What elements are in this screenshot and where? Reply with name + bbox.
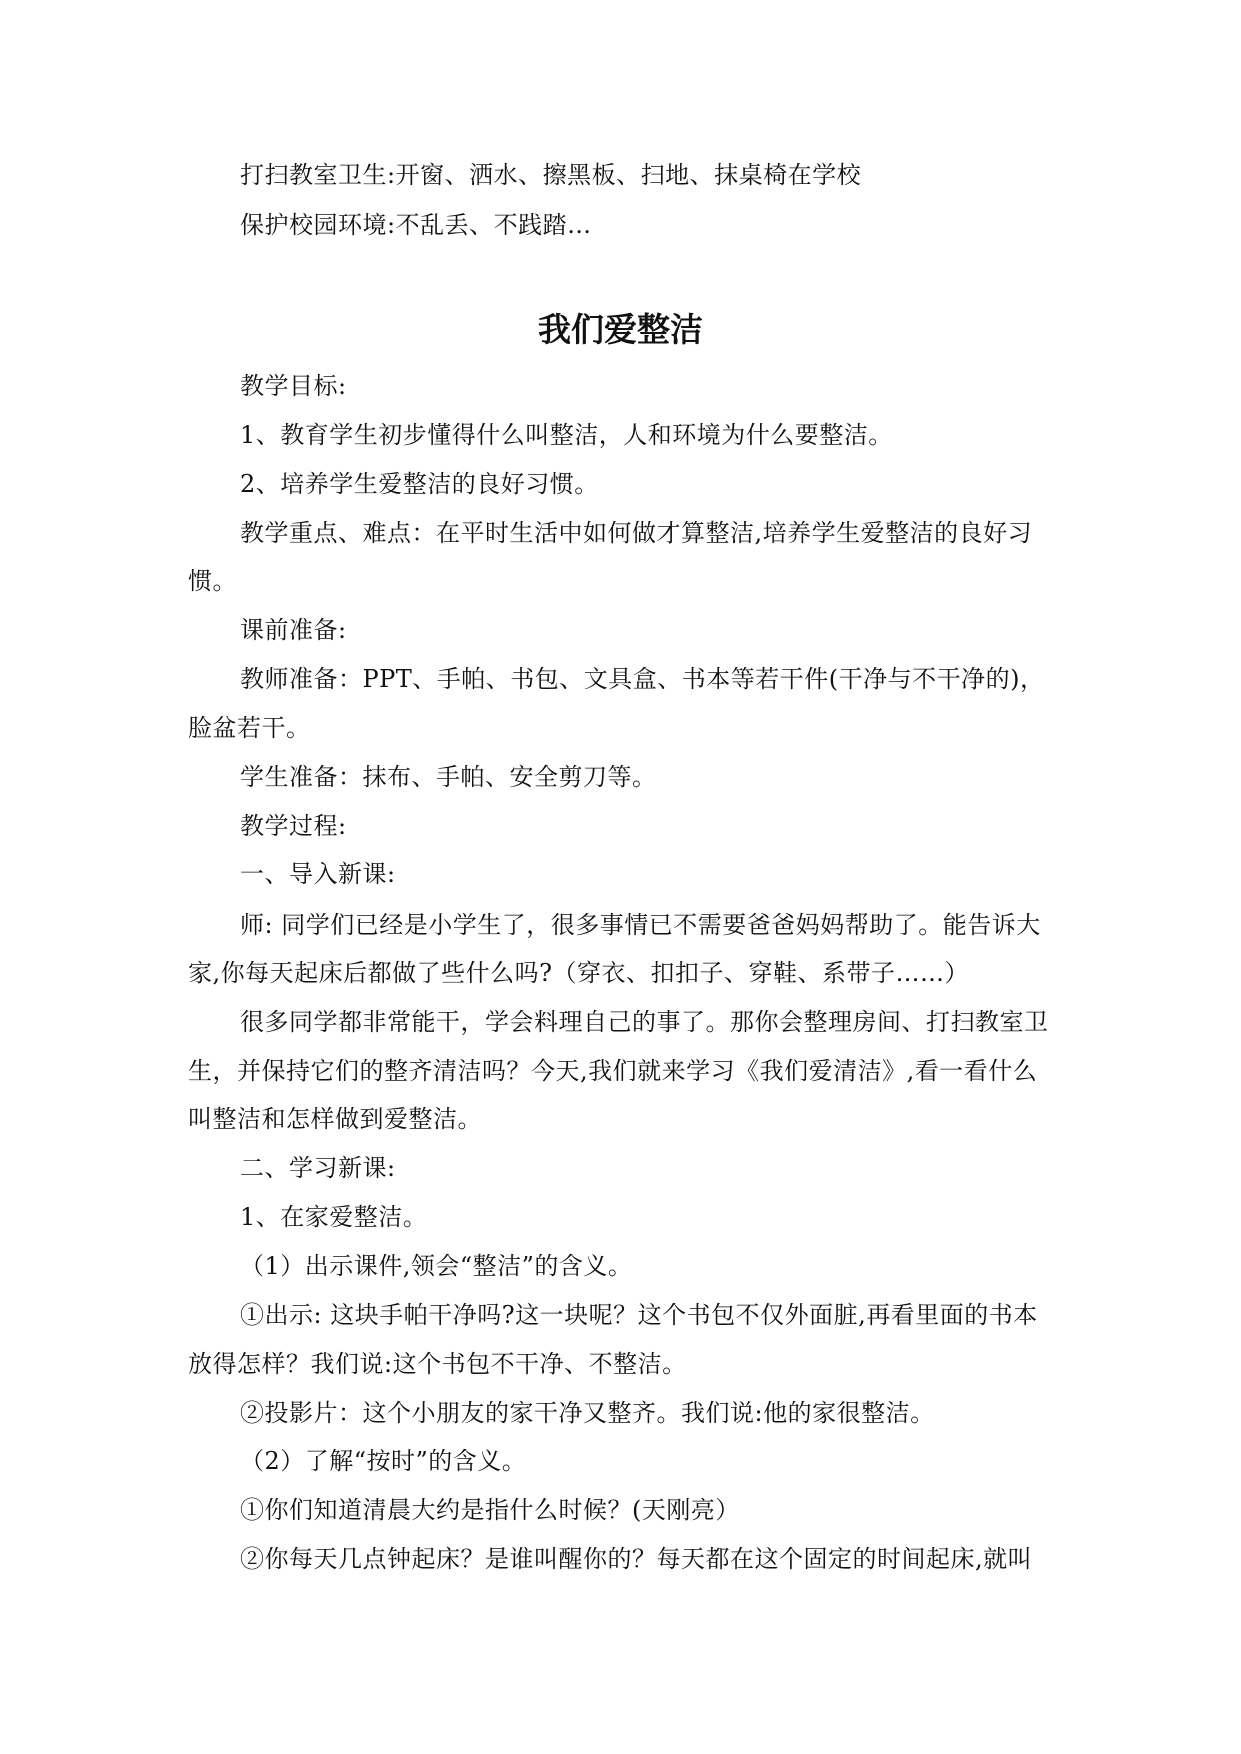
- paragraph-line: 课前准备:: [240, 616, 347, 644]
- paragraph-line: 一、导入新课:: [240, 860, 396, 888]
- paragraph-line: 脸盆若干。: [188, 714, 311, 742]
- paragraph-line: ②你每天几点钟起床？是谁叫醒你的？每天都在这个固定的时间起床,就叫: [240, 1545, 1033, 1573]
- paragraph-line: 1、在家爱整洁。: [240, 1203, 428, 1231]
- paragraph-line: ②投影片：这个小朋友的家干净又整齐。我们说:他的家很整洁。: [240, 1399, 935, 1427]
- paragraph-line: 二、学习新课:: [240, 1154, 396, 1182]
- page-title: 我们爱整洁: [538, 310, 703, 349]
- paragraph-line: ①你们知道清晨大约是指什么时候？(天刚亮）: [240, 1496, 740, 1524]
- paragraph-line: 很多同学都非常能干，学会料理自己的事了。那你会整理房间、打扫教室卫: [240, 1008, 1049, 1036]
- paragraph-line: 家,你每天起床后都做了些什么吗?（穿衣、扣扣子、穿鞋、系带子……）: [188, 959, 969, 987]
- paragraph-line: （2）了解“按时”的含义。: [240, 1447, 527, 1475]
- paragraph-line: 师: 同学们已经是小学生了，很多事情已不需要爸爸妈妈帮助了。能告诉大: [240, 911, 1041, 939]
- paragraph-line: 教师准备：PPT、手帕、书包、文具盒、书本等若干件(干净与不干净的)，: [240, 665, 1045, 693]
- paragraph-line: 叫整洁和怎样做到爱整洁。: [188, 1105, 482, 1133]
- paragraph-line: ①出示: 这块手帕干净吗?这一块呢？这个书包不仅外面脏,再看里面的书本: [240, 1301, 1038, 1329]
- paragraph-line: （1）出示课件,领会“整洁”的含义。: [240, 1252, 633, 1280]
- paragraph-line: 保护校园环境:不乱丢、不践踏…: [240, 211, 592, 239]
- paragraph-line: 教学重点、难点：在平时生活中如何做才算整洁,培养学生爱整洁的良好习: [240, 519, 1033, 547]
- paragraph-line: 放得怎样？我们说:这个书包不干净、不整洁。: [188, 1350, 687, 1378]
- paragraph-line: 教学过程:: [240, 812, 347, 840]
- paragraph-line: 1、教育学生初步懂得什么叫整洁，人和环境为什么要整洁。: [240, 421, 893, 449]
- paragraph-line: 学生准备：抹布、手帕、安全剪刀等。: [240, 763, 657, 791]
- paragraph-line: 惯。: [188, 567, 237, 595]
- paragraph-line: 2、培养学生爱整洁的良好习惯。: [240, 470, 599, 498]
- paragraph-line: 打扫教室卫生:开窗、洒水、擦黑板、扫地、抹桌椅在学校: [240, 161, 862, 189]
- paragraph-line: 教学目标:: [240, 372, 347, 400]
- paragraph-line: 生，并保持它们的整齐清洁吗？今天,我们就来学习《我们爱清洁》,看一看什么: [188, 1057, 1038, 1085]
